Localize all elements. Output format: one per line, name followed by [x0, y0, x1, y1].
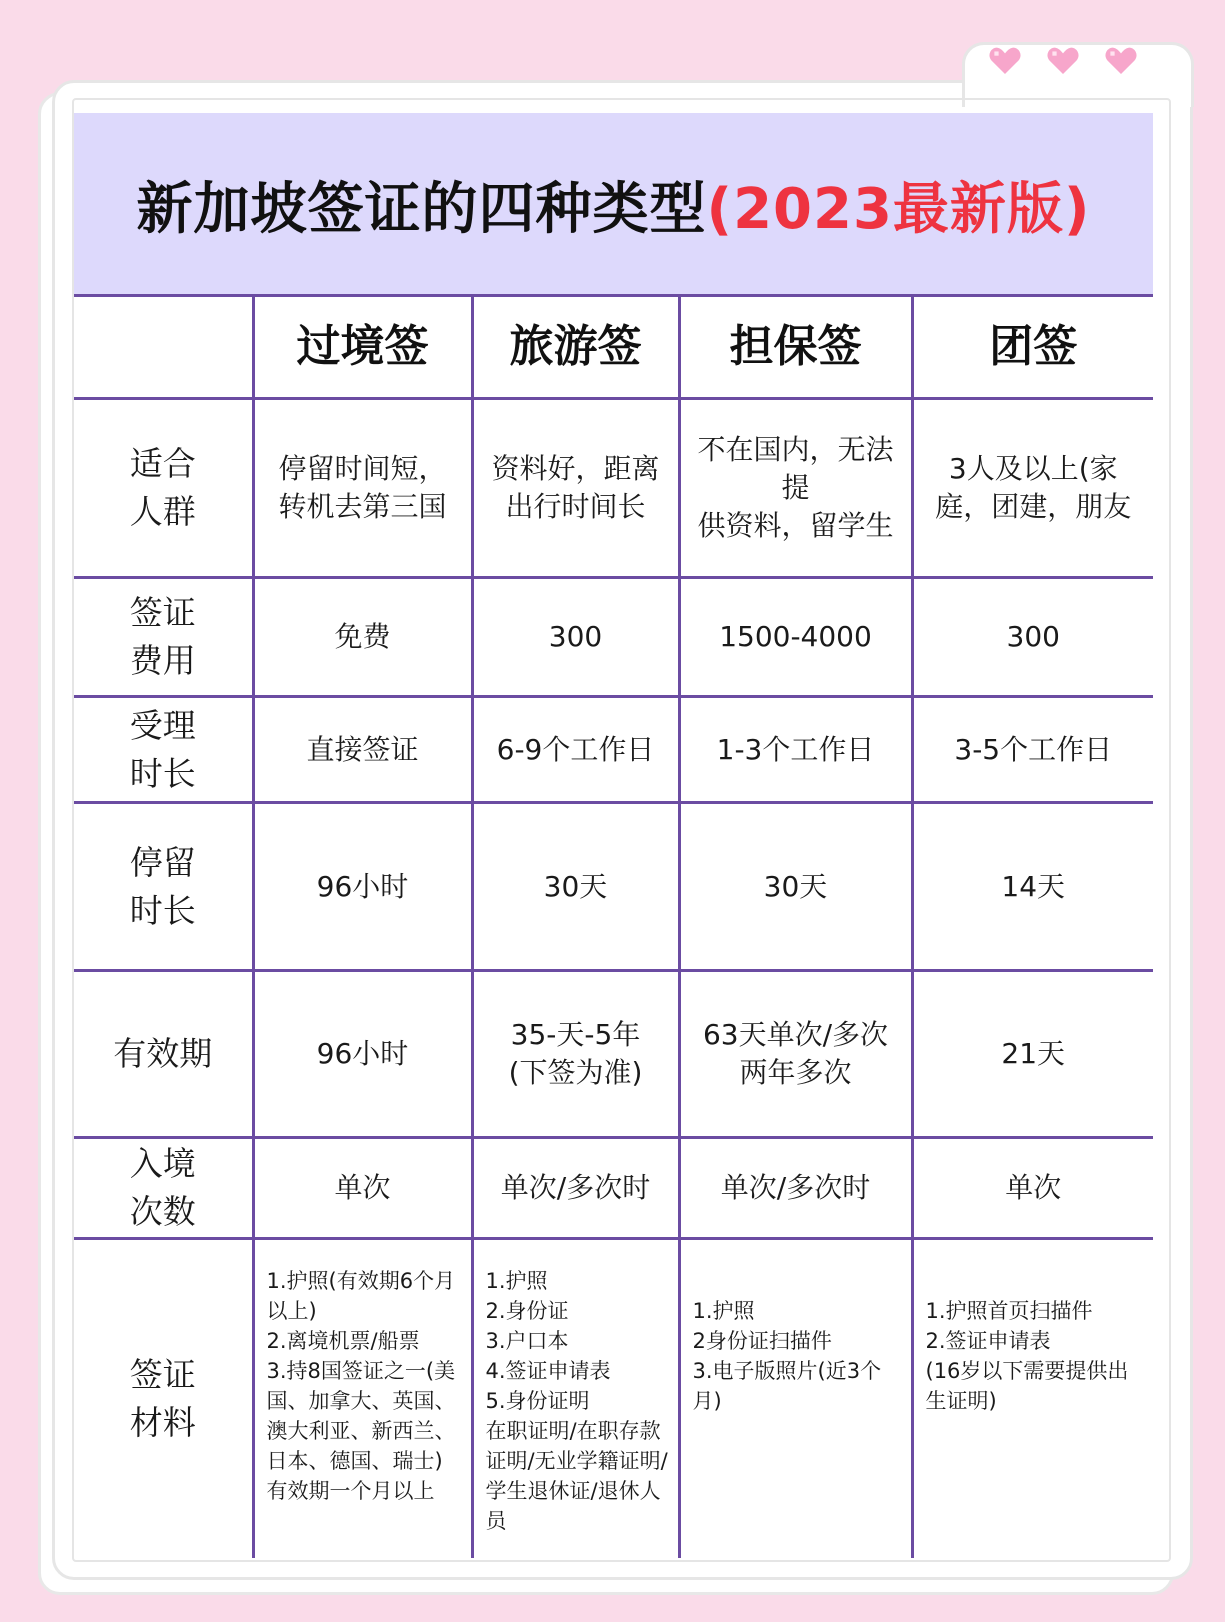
column-header: 担保签 [679, 296, 912, 399]
row-label: 有效期 [74, 971, 253, 1138]
table-cell: 300 [912, 578, 1153, 697]
table-row [74, 1239, 1153, 1558]
table-header-row [74, 296, 1153, 399]
corner-cell [74, 296, 253, 399]
table-row [74, 971, 1153, 1138]
table-cell: 资料好，距离 出行时间长 [472, 399, 679, 578]
table-row [74, 578, 1153, 697]
row-label: 签证 费用 [74, 578, 253, 697]
table-cell: 63天单次/多次 两年多次 [679, 971, 912, 1138]
heart-icon [988, 45, 1022, 77]
table-row [74, 399, 1153, 578]
table-cell: 单次/多次时 [679, 1138, 912, 1239]
table-cell: 直接签证 [253, 697, 472, 803]
page-title [74, 160, 1153, 260]
row-label: 受理 时长 [74, 697, 253, 803]
table-cell: 21天 [912, 971, 1153, 1138]
table-cell: 单次 [912, 1138, 1153, 1239]
table-cell: 不在国内，无法提 供资料，留学生 [679, 399, 912, 578]
table-cell: 96小时 [253, 803, 472, 971]
visa-comparison-table [74, 294, 1153, 1558]
heart-icon [1104, 45, 1138, 77]
column-header: 过境签 [253, 296, 472, 399]
table-cell: 免费 [253, 578, 472, 697]
row-label: 停留 时长 [74, 803, 253, 971]
title-highlight: (2023最新版) [706, 177, 1091, 242]
table-cell: 35-天-5年 (下签为准) [472, 971, 679, 1138]
table-cell: 14天 [912, 803, 1153, 971]
materials-cell: 1.护照 2.身份证 3.户口本 4.签证申请表 5.身份证明 在职证明/在职存款证明/无业学籍证明/学生退休证/退休人员 [472, 1239, 679, 1558]
table-cell: 300 [472, 578, 679, 697]
table-cell: 6-9个工作日 [472, 697, 679, 803]
row-label: 签证 材料 [74, 1239, 253, 1558]
column-header: 团签 [912, 296, 1153, 399]
table-cell: 3人及以上(家 庭，团建，朋友 [912, 399, 1153, 578]
table-cell: 96小时 [253, 971, 472, 1138]
table-cell: 单次 [253, 1138, 472, 1239]
materials-cell: 1.护照 2身份证扫描件 3.电子版照片(近3个月) [679, 1239, 912, 1558]
column-header: 旅游签 [472, 296, 679, 399]
table-cell: 1-3个工作日 [679, 697, 912, 803]
table-cell: 停留时间短， 转机去第三国 [253, 399, 472, 578]
table-row [74, 697, 1153, 803]
table-cell: 单次/多次时 [472, 1138, 679, 1239]
materials-cell: 1.护照(有效期6个月以上) 2.离境机票/船票 3.持8国签证之一(美国、加拿大、英国、澳大利亚、新西兰、日本、德国、瑞士)有效期一个月以上 [253, 1239, 472, 1558]
table-row [74, 803, 1153, 971]
materials-cell: 1.护照首页扫描件 2.签证申请表 (16岁以下需要提供出生证明) [912, 1239, 1153, 1558]
title-main: 新加坡签证的四种类型 [136, 177, 707, 242]
row-label: 适合 人群 [74, 399, 253, 578]
row-label: 入境 次数 [74, 1138, 253, 1239]
table-cell: 30天 [472, 803, 679, 971]
heart-icon [1046, 45, 1080, 77]
table-cell: 3-5个工作日 [912, 697, 1153, 803]
table-cell: 30天 [679, 803, 912, 971]
table-row [74, 1138, 1153, 1239]
table-cell: 1500-4000 [679, 578, 912, 697]
